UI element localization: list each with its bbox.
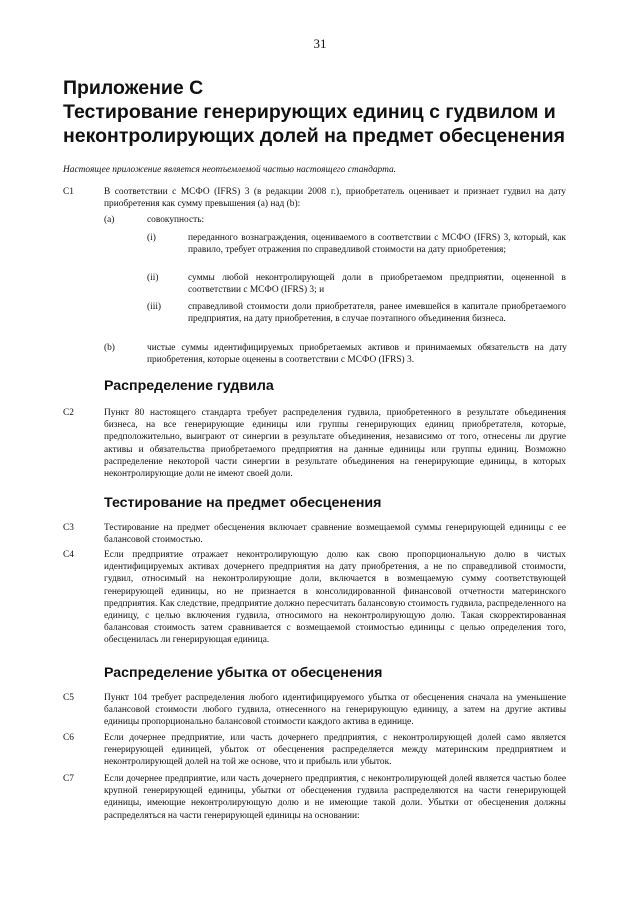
list-item-a: совокупность: (147, 215, 205, 225)
title-line-3: неконтролирующих долей на предмет обесценения (63, 125, 566, 147)
paragraph-c6: Если дочернее предприятие, или часть дочернего предприятия, с неконтролирующей долей само является генерирующей единицей, убыток от обесценения распределяется между материнским предприятием и неконтролирующей долей на той же основе, что и прибыль или убыток. (104, 733, 566, 768)
paragraph-c3: Тестирование на предмет обесценения включает сравнение возмещаемой суммы генерирующей единицы с ее балансовой стоимостью. (104, 523, 566, 546)
paragraph-number-c4: C4 (63, 550, 74, 560)
section-heading-impairment-testing: Тестирование на предмет обесценения (104, 495, 382, 511)
list-label-i: (i) (147, 233, 156, 243)
section-heading-goodwill-allocation: Распределение гудвила (104, 378, 274, 394)
paragraph-c1: В соответствии с МСФО (IFRS) 3 (в редакции 2008 г.), приобретатель оценивает и признает гудвил на дату приобретения как сумму превышения (а) над (b): (104, 187, 566, 210)
list-label-a: (a) (104, 215, 115, 225)
paragraph-c7: Если дочернее предприятие, или часть дочернего предприятия, с неконтролирующей долей является частью более крупной генерирующей единицы, убытки от обесценения гудвила распределяются на части генерирующей единицы, имеющие неконтролирующую долю и не имеющие такой доли. Убытки от обесценения должны распределяться на части генерирующей единицы на основании: (104, 774, 566, 821)
paragraph-number-c7: C7 (63, 774, 74, 784)
list-item-iii: справедливой стоимости доли приобретателя, ранее имевшейся в капитале приобретаемого предприятия, на дату приобретения, в случае поэтапного объединения бизнеса. (188, 302, 566, 325)
paragraph-number-c6: C6 (63, 733, 74, 743)
list-label-ii: (ii) (147, 273, 159, 283)
intro-note: Настоящее приложение является неотъемлемой частью настоящего стандарта. (63, 165, 396, 175)
paragraph-number-c3: C3 (63, 523, 74, 533)
list-item-i: переданного вознаграждения, оцениваемого в соответствии с МСФО (IFRS) 3, который, как правило, требует отражения по справедливой стоимости на дату приобретения; (188, 233, 566, 256)
paragraph-c2: Пункт 80 настоящего стандарта требует распределения гудвила, приобретенного в результате объединения бизнеса, на все генерирующие единицы или группы генерирующих единиц приобретателя, которые, предположительно, выиграют от синергии в результате объединения, независимо от того, отнесены ли другие активы и обязательства приобретаемого предприятия на данные единицы или группы единиц. Возможно распределение некоторой части синергии в результате объединения на генерирующие единицы, в которых неконтролирующие доли не имеют своей доли. (104, 408, 566, 480)
paragraph-number-c2: C2 (63, 408, 74, 418)
paragraph-c4: Если предприятие отражает неконтролирующую долю как свою пропорциональную долю в чистых идентифицируемых активах дочернего предприятия на дату приобретения, а не по справедливой стоимости, гудвил, относимый на неконтролирующие доли, включается в возмещаемую сумму соответствующей генерирующей единицы, но не признается в консолидированной финансовой отчетности материнского предприятия. Как следствие, предприятие должно пересчитать балансовую стоимость гудвила, распределенного на единицу, с целью включения гудвила, относимого на неконтролирующую долю. Такая скорректированная балансовая стоимость затем сравнивается с возмещаемой стоимостью единицы с целью определения того, обесценилась ли генерирующая единица. (104, 550, 566, 646)
section-heading-impairment-loss-allocation: Распределение убытка от обесценения (104, 665, 383, 681)
list-item-b: чистые суммы идентифицируемых приобретаемых активов и принимаемых обязательств на дату приобретения, которые оценены в соответствии с МСФО (IFRS) 3. (147, 343, 567, 366)
page-title (63, 76, 603, 148)
page-number: 31 (313, 36, 327, 51)
title-line-2: Тестирование генерирующих единиц с гудвилом и (63, 101, 556, 123)
title-line-1: Приложение С (63, 77, 204, 99)
list-label-b: (b) (104, 343, 115, 353)
list-label-iii: (iii) (147, 302, 162, 312)
paragraph-number-c1: C1 (63, 187, 74, 197)
paragraph-number-c5: C5 (63, 693, 74, 703)
list-item-ii: суммы любой неконтролирующей доли в приобретаемом предприятии, оцененной в соответствии с МСФО (IFRS) 3; и (188, 273, 566, 296)
paragraph-c5: Пункт 104 требует распределения любого идентифицируемого убытка от обесценения сначала на уменьшение балансовой стоимости любого гудвила, отнесенного на генерирующую единицу, а затем на другие активы единицы пропорционально балансовой стоимости каждого актива в единице. (104, 693, 566, 728)
